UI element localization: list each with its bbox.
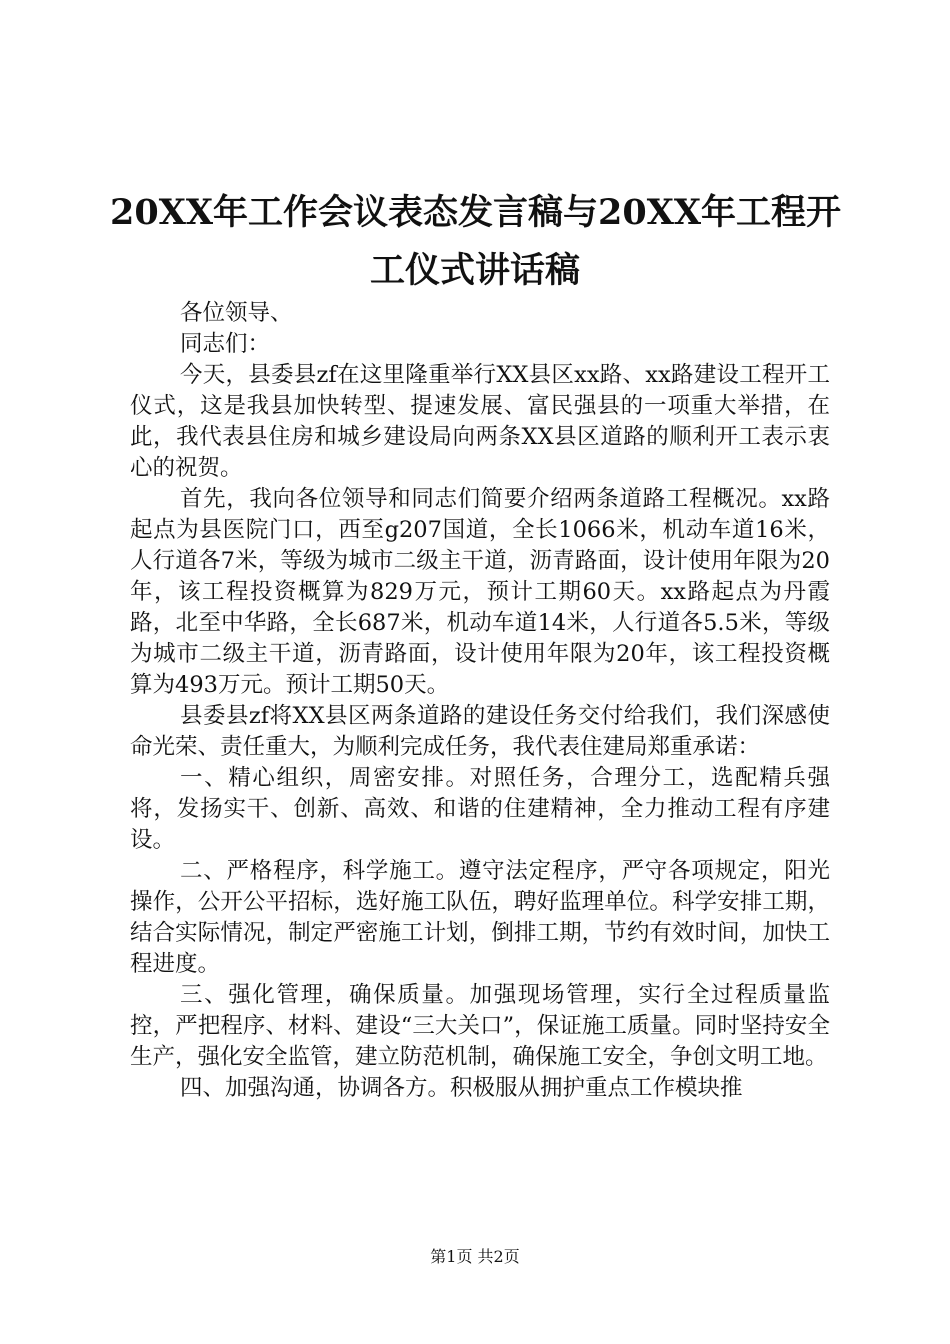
- paragraph-point-4: 四、加强沟通，协调各方。积极服从拥护重点工作模块推: [180, 1075, 743, 1101]
- paragraph-point-2: 二、严格程序，科学施工。遵守法定程序，严守各项规定，阳光操作，公开公平招标，选好施工队伍，聘好监理单位。科学安排工期，结合实际情况，制定严密施工计划，倒排工期，节约有效时间，加快工程进度。: [130, 858, 830, 977]
- page-number-footer: 第1页 共2页: [430, 1247, 520, 1266]
- paragraph-commitment: 县委县zf将XX县区两条道路的建设任务交付给我们，我们深感使命光荣、责任重大，为顺利完成任务，我代表住建局郑重承诺：: [130, 703, 830, 760]
- document-title-line-1: 20XX年工作会议表态发言稿与20XX年工程开: [110, 192, 842, 233]
- greeting-line-1: 各位领导、: [180, 300, 293, 326]
- paragraph-opening: 今天，县委县zf在这里隆重举行XX县区xx路、xx路建设工程开工仪式，这是我县加快转型、提速发展、富民强县的一项重大举措，在此，我代表县住房和城乡建设局向两条XX县区道路的顺利开工表示衷心的祝贺。: [130, 362, 830, 481]
- paragraph-point-1: 一、精心组织，周密安排。对照任务，合理分工，选配精兵强将，发扬实干、创新、高效、和谐的住建精神，全力推动工程有序建设。: [130, 765, 830, 853]
- document-body: [130, 298, 830, 1104]
- paragraph-project-overview: 首先，我向各位领导和同志们简要介绍两条道路工程概况。xx路起点为县医院门口，西至g207国道，全长1066米，机动车道16米，人行道各7米，等级为城市二级主干道，沥青路面，设计使用年限为20年，该工程投资概算为829万元，预计工期60天。xx路起点为丹霞路，北至中华路，全长687米，机动车道14米，人行道各5.5米，等级为城市二级主干道，沥青路面，设计使用年限为20年，该工程投资概算为493万元。预计工期50天。: [130, 486, 830, 698]
- document-title-line-2: 工仪式讲话稿: [369, 250, 580, 291]
- paragraph-point-3: 三、强化管理，确保质量。加强现场管理，实行全过程质量监控，严把程序、材料、建设“三大关口”，保证施工质量。同时坚持安全生产，强化安全监管，建立防范机制，确保施工安全，争创文明工地。: [130, 982, 830, 1070]
- greeting-line-2: 同志们：: [180, 331, 271, 357]
